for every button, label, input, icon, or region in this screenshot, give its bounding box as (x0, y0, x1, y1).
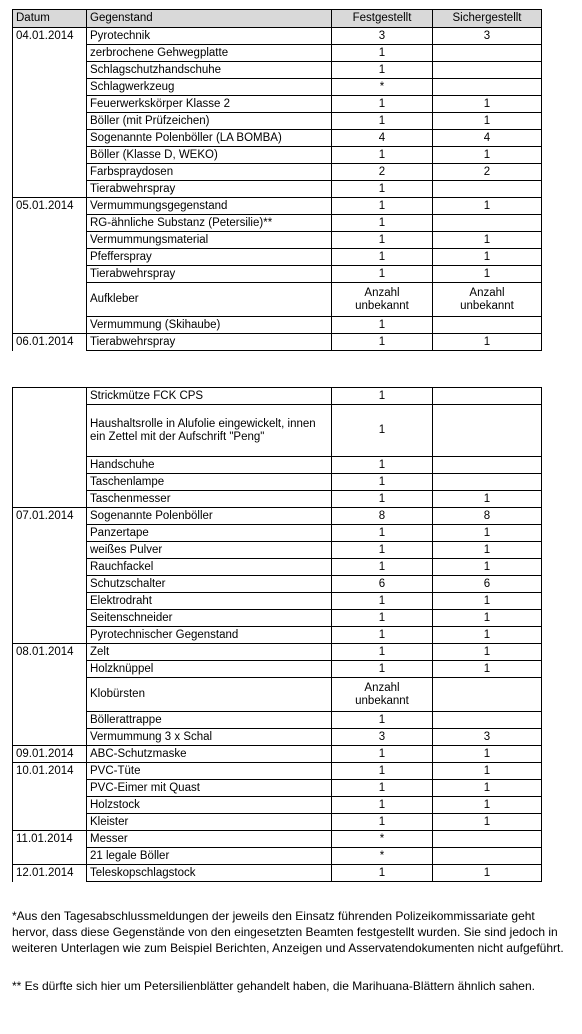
sichergestellt-cell (433, 79, 542, 96)
date-cell (13, 388, 87, 405)
table-row (13, 232, 542, 249)
festgestellt-cell: 1 (332, 113, 433, 130)
header-festgestellt: Festgestellt (332, 10, 433, 28)
table-row (13, 45, 542, 62)
sichergestellt-cell: 4 (433, 130, 542, 147)
table-row (13, 678, 542, 712)
sichergestellt-cell (433, 405, 542, 457)
table-row (13, 249, 542, 266)
festgestellt-cell: 1 (332, 215, 433, 232)
festgestellt-cell: 1 (332, 644, 433, 661)
item-cell: Holzknüppel (87, 661, 332, 678)
table-row (13, 388, 542, 405)
item-cell: Sogenannte Polenböller (87, 508, 332, 525)
date-cell: 04.01.2014 (13, 28, 87, 45)
sichergestellt-cell (433, 388, 542, 405)
sichergestellt-cell: 3 (433, 729, 542, 746)
table-row (13, 542, 542, 559)
item-cell: PVC-Eimer mit Quast (87, 780, 332, 797)
date-cell (13, 249, 87, 266)
festgestellt-cell: 1 (332, 62, 433, 79)
sichergestellt-cell: 1 (433, 491, 542, 508)
date-cell (13, 593, 87, 610)
table-row (13, 215, 542, 232)
table-row (13, 79, 542, 96)
item-cell: Feuerwerkskörper Klasse 2 (87, 96, 332, 113)
item-cell: Elektrodraht (87, 593, 332, 610)
table-row (13, 797, 542, 814)
date-cell: 11.01.2014 (13, 831, 87, 848)
sichergestellt-cell (433, 45, 542, 62)
item-cell: Sogenannte Polenböller (LA BOMBA) (87, 130, 332, 147)
date-cell (13, 797, 87, 814)
sichergestellt-cell: 1 (433, 542, 542, 559)
item-cell: Messer (87, 831, 332, 848)
festgestellt-cell: 1 (332, 388, 433, 405)
festgestellt-cell: 1 (332, 797, 433, 814)
table-row (13, 865, 542, 882)
header-sichergestellt: Sichergestellt (433, 10, 542, 28)
sichergestellt-cell (433, 712, 542, 729)
sichergestellt-cell: 1 (433, 559, 542, 576)
date-cell (13, 96, 87, 113)
item-cell: Pyrotechnischer Gegenstand (87, 627, 332, 644)
sichergestellt-cell: 1 (433, 746, 542, 763)
date-cell (13, 232, 87, 249)
item-cell: zerbrochene Gehwegplatte (87, 45, 332, 62)
date-cell (13, 113, 87, 130)
date-cell (13, 45, 87, 62)
header-datum: Datum (13, 10, 87, 28)
item-cell: Vermummungsgegenstand (87, 198, 332, 215)
festgestellt-cell: 1 (332, 474, 433, 491)
date-cell (13, 610, 87, 627)
date-cell (13, 62, 87, 79)
table-row (13, 848, 542, 865)
table-row (13, 576, 542, 593)
festgestellt-cell: 1 (332, 317, 433, 334)
sichergestellt-cell: 1 (433, 232, 542, 249)
date-cell (13, 181, 87, 198)
item-cell: Schlagwerkzeug (87, 79, 332, 96)
festgestellt-cell: 1 (332, 865, 433, 882)
table-row (13, 627, 542, 644)
sichergestellt-cell: 1 (433, 780, 542, 797)
date-cell (13, 678, 87, 712)
festgestellt-cell: 1 (332, 661, 433, 678)
item-cell: PVC-Tüte (87, 763, 332, 780)
table-row (13, 491, 542, 508)
sichergestellt-cell: 1 (433, 797, 542, 814)
sichergestellt-cell: 1 (433, 593, 542, 610)
sichergestellt-cell: 1 (433, 96, 542, 113)
items-table-part-1 (12, 9, 542, 351)
item-cell: Holzstock (87, 797, 332, 814)
table-row (13, 405, 542, 457)
sichergestellt-cell: 1 (433, 525, 542, 542)
item-cell: Böller (Klasse D, WEKO) (87, 147, 332, 164)
sichergestellt-cell: 8 (433, 508, 542, 525)
table-row (13, 508, 542, 525)
table-row (13, 266, 542, 283)
table-row (13, 96, 542, 113)
date-cell (13, 542, 87, 559)
table-row (13, 780, 542, 797)
sichergestellt-cell: 1 (433, 334, 542, 351)
festgestellt-cell: 1 (332, 147, 433, 164)
sichergestellt-cell: 2 (433, 164, 542, 181)
festgestellt-cell: * (332, 79, 433, 96)
item-cell: Taschenlampe (87, 474, 332, 491)
date-cell (13, 525, 87, 542)
item-cell: Schutzschalter (87, 576, 332, 593)
table-row (13, 113, 542, 130)
festgestellt-cell: 6 (332, 576, 433, 593)
festgestellt-cell: 1 (332, 712, 433, 729)
sichergestellt-cell (433, 62, 542, 79)
table-row (13, 661, 542, 678)
table-row (13, 164, 542, 181)
festgestellt-cell: Anzahl unbekannt (332, 283, 433, 317)
item-cell: ABC-Schutzmaske (87, 746, 332, 763)
table-row (13, 130, 542, 147)
table-row (13, 283, 542, 317)
item-cell: Schlagschutzhandschuhe (87, 62, 332, 79)
date-cell (13, 405, 87, 457)
sichergestellt-cell: 6 (433, 576, 542, 593)
sichergestellt-cell: 1 (433, 610, 542, 627)
table-row (13, 334, 542, 351)
date-cell: 05.01.2014 (13, 198, 87, 215)
festgestellt-cell: 2 (332, 164, 433, 181)
date-cell (13, 661, 87, 678)
item-cell: Tierabwehrspray (87, 181, 332, 198)
date-cell (13, 457, 87, 474)
sichergestellt-cell (433, 678, 542, 712)
date-cell (13, 729, 87, 746)
sichergestellt-cell (433, 848, 542, 865)
item-cell: Vermummungsmaterial (87, 232, 332, 249)
item-cell: Handschuhe (87, 457, 332, 474)
item-cell: Kleister (87, 814, 332, 831)
item-cell: Strickmütze FCK CPS (87, 388, 332, 405)
date-cell (13, 814, 87, 831)
table-row (13, 525, 542, 542)
festgestellt-cell: 1 (332, 96, 433, 113)
sichergestellt-cell: 1 (433, 147, 542, 164)
table-row (13, 644, 542, 661)
date-cell (13, 130, 87, 147)
item-cell: Pyrotechnik (87, 28, 332, 45)
date-cell: 12.01.2014 (13, 865, 87, 882)
festgestellt-cell: 1 (332, 763, 433, 780)
festgestellt-cell: Anzahl unbekannt (332, 678, 433, 712)
festgestellt-cell: 1 (332, 525, 433, 542)
festgestellt-cell: 3 (332, 729, 433, 746)
sichergestellt-cell: 1 (433, 644, 542, 661)
festgestellt-cell: 8 (332, 508, 433, 525)
festgestellt-cell: 1 (332, 45, 433, 62)
festgestellt-cell: 4 (332, 130, 433, 147)
sichergestellt-cell (433, 215, 542, 232)
date-cell (13, 283, 87, 317)
festgestellt-cell: 1 (332, 746, 433, 763)
table-header-row (13, 10, 542, 28)
festgestellt-cell: 1 (332, 232, 433, 249)
festgestellt-cell: 1 (332, 780, 433, 797)
festgestellt-cell: 1 (332, 491, 433, 508)
table-row (13, 181, 542, 198)
footnote-double-asterisk: ** Es dürfte sich hier um Petersilienblätter gehandelt haben, die Marihuana-Blättern ähnlich sahen. (12, 979, 535, 993)
date-cell (13, 712, 87, 729)
date-cell (13, 147, 87, 164)
date-cell: 10.01.2014 (13, 763, 87, 780)
festgestellt-cell: 1 (332, 198, 433, 215)
item-cell: Tierabwehrspray (87, 334, 332, 351)
festgestellt-cell: 1 (332, 610, 433, 627)
table-row (13, 457, 542, 474)
sichergestellt-cell: 1 (433, 249, 542, 266)
table-row (13, 593, 542, 610)
festgestellt-cell: 1 (332, 814, 433, 831)
festgestellt-cell: 1 (332, 559, 433, 576)
table-row (13, 610, 542, 627)
sichergestellt-cell (433, 317, 542, 334)
date-cell (13, 474, 87, 491)
item-cell: Böller (mit Prüfzeichen) (87, 113, 332, 130)
sichergestellt-cell (433, 474, 542, 491)
date-cell (13, 848, 87, 865)
date-cell: 09.01.2014 (13, 746, 87, 763)
sichergestellt-cell: 1 (433, 198, 542, 215)
item-cell: weißes Pulver (87, 542, 332, 559)
sichergestellt-cell: 1 (433, 627, 542, 644)
festgestellt-cell: 1 (332, 457, 433, 474)
festgestellt-cell: 1 (332, 405, 433, 457)
item-cell: Haushaltsrolle in Alufolie eingewickelt, innen ein Zettel mit der Aufschrift "Peng" (87, 405, 332, 457)
date-cell (13, 559, 87, 576)
item-cell: RG-ähnliche Substanz (Petersilie)** (87, 215, 332, 232)
date-cell: 08.01.2014 (13, 644, 87, 661)
date-cell (13, 780, 87, 797)
item-cell: Rauchfackel (87, 559, 332, 576)
sichergestellt-cell: 3 (433, 28, 542, 45)
date-cell (13, 576, 87, 593)
festgestellt-cell: 1 (332, 266, 433, 283)
item-cell: 21 legale Böller (87, 848, 332, 865)
item-cell: Seitenschneider (87, 610, 332, 627)
item-cell: Pfefferspray (87, 249, 332, 266)
item-cell: Teleskopschlagstock (87, 865, 332, 882)
date-cell (13, 79, 87, 96)
table-row (13, 198, 542, 215)
sichergestellt-cell: 1 (433, 865, 542, 882)
table-row (13, 474, 542, 491)
item-cell: Taschenmesser (87, 491, 332, 508)
date-cell (13, 266, 87, 283)
table-row (13, 831, 542, 848)
table-row (13, 317, 542, 334)
sichergestellt-cell: 1 (433, 661, 542, 678)
table-row (13, 746, 542, 763)
sichergestellt-cell: 1 (433, 763, 542, 780)
table-row (13, 28, 542, 45)
item-cell: Panzertape (87, 525, 332, 542)
festgestellt-cell: 1 (332, 542, 433, 559)
item-cell: Aufkleber (87, 283, 332, 317)
table-row (13, 62, 542, 79)
items-table-part-2 (12, 387, 542, 882)
table-row (13, 814, 542, 831)
sichergestellt-cell: 1 (433, 113, 542, 130)
item-cell: Vermummung (Skihaube) (87, 317, 332, 334)
festgestellt-cell: * (332, 848, 433, 865)
sichergestellt-cell (433, 181, 542, 198)
table-row (13, 729, 542, 746)
header-gegenstand: Gegenstand (87, 10, 332, 28)
item-cell: Farbspraydosen (87, 164, 332, 181)
footnote-single-asterisk: *Aus den Tagesabschlussmeldungen der jeweils den Einsatz führenden Polizeikommissariate geht hervor, dass diese Gegenstände von den eingesetzten Beamten festgestellt wurden. Sie sind jedoch in weiteren Unterlagen wie zum Beispiel Berichten, Anzeigen und Asservatendokumenten nicht aufgeführt. (12, 909, 564, 955)
item-cell: Böllerattrappe (87, 712, 332, 729)
festgestellt-cell: 1 (332, 627, 433, 644)
date-cell: 06.01.2014 (13, 334, 87, 351)
festgestellt-cell: 1 (332, 249, 433, 266)
item-cell: Klobürsten (87, 678, 332, 712)
festgestellt-cell: 1 (332, 181, 433, 198)
festgestellt-cell: * (332, 831, 433, 848)
sichergestellt-cell (433, 831, 542, 848)
date-cell (13, 491, 87, 508)
item-cell: Tierabwehrspray (87, 266, 332, 283)
item-cell: Zelt (87, 644, 332, 661)
date-cell (13, 164, 87, 181)
festgestellt-cell: 3 (332, 28, 433, 45)
table-row (13, 147, 542, 164)
sichergestellt-cell: 1 (433, 814, 542, 831)
table-row (13, 559, 542, 576)
item-cell: Vermummung 3 x Schal (87, 729, 332, 746)
date-cell (13, 627, 87, 644)
date-cell: 07.01.2014 (13, 508, 87, 525)
table-row (13, 763, 542, 780)
date-cell (13, 317, 87, 334)
sichergestellt-cell (433, 457, 542, 474)
sichergestellt-cell: 1 (433, 266, 542, 283)
date-cell (13, 215, 87, 232)
festgestellt-cell: 1 (332, 334, 433, 351)
festgestellt-cell: 1 (332, 593, 433, 610)
sichergestellt-cell: Anzahl unbekannt (433, 283, 542, 317)
table-row (13, 712, 542, 729)
